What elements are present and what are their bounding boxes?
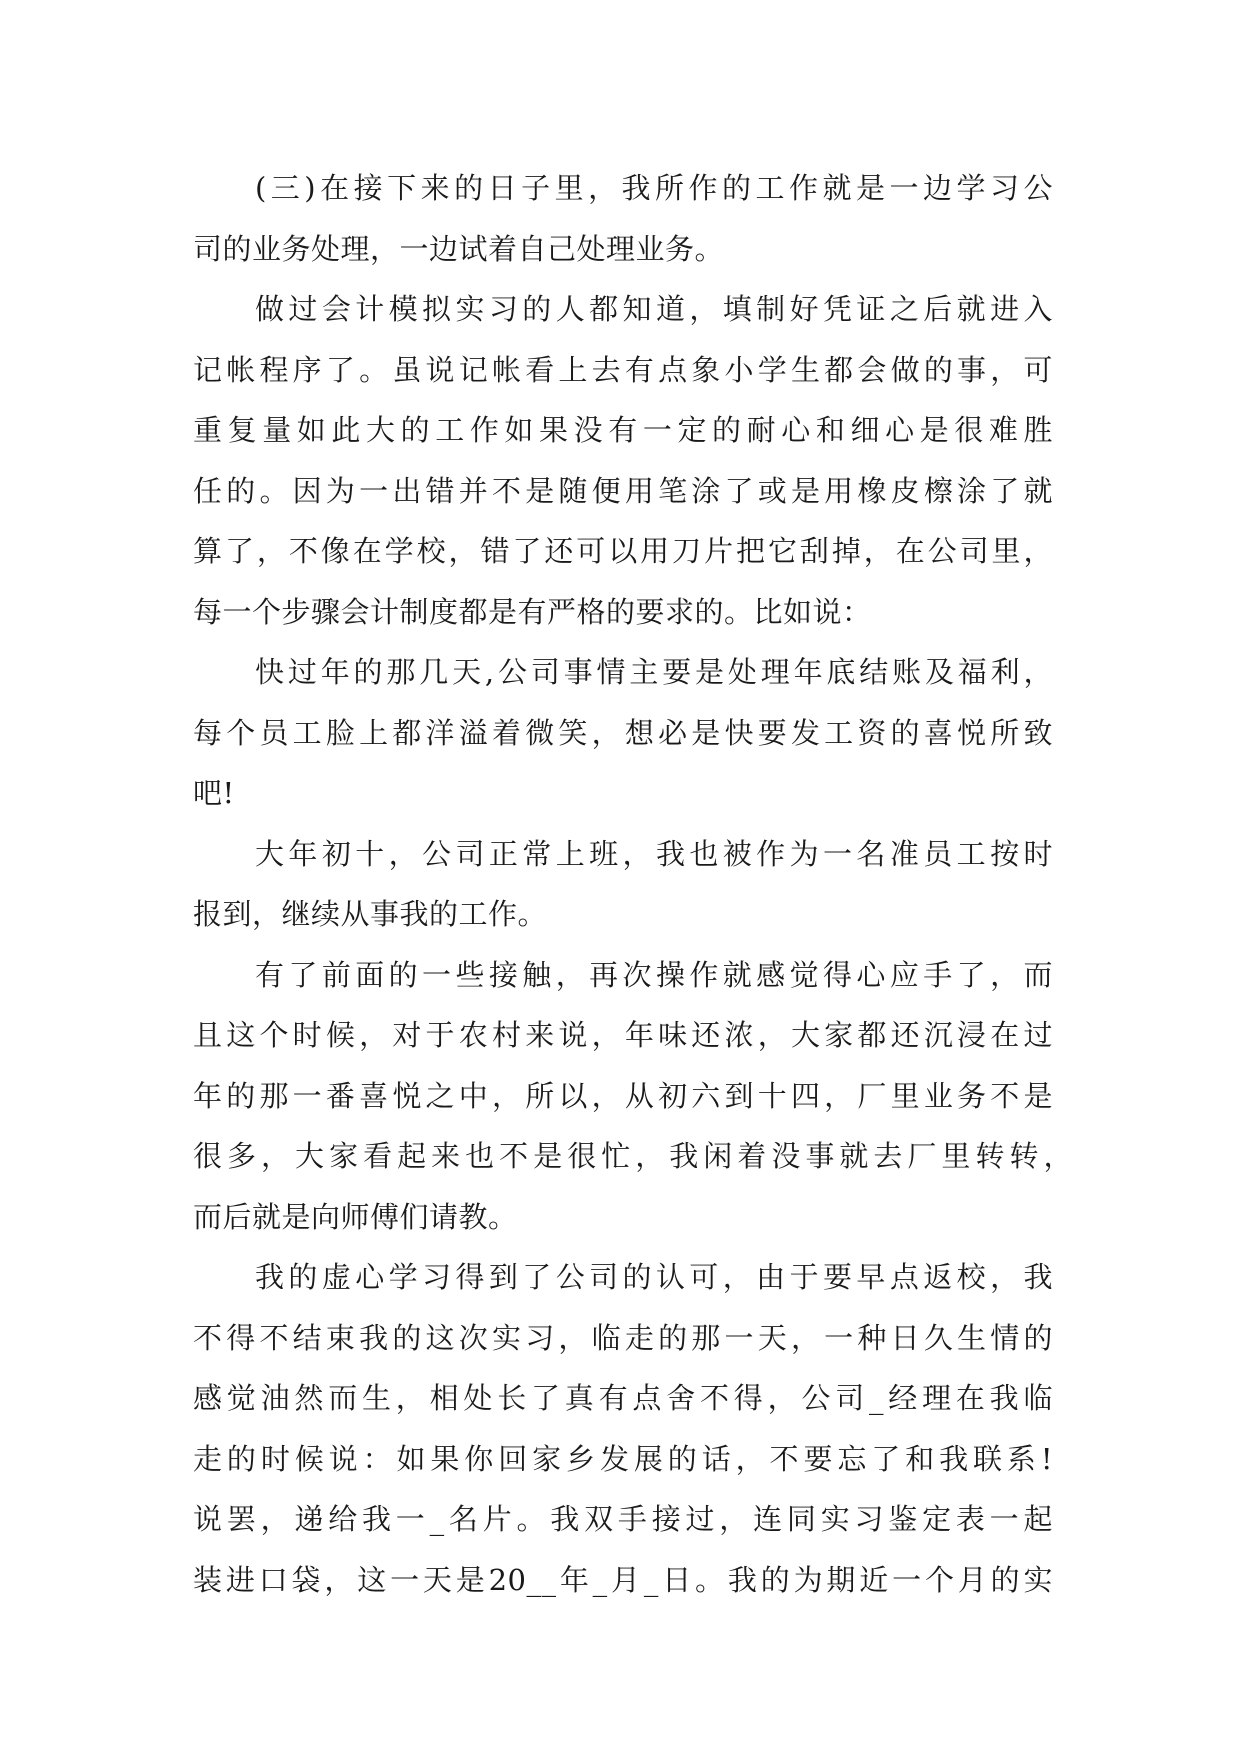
text-line: 感觉油然而生，相处长了真有点舍不得，公司_经理在我临 [193, 1381, 1053, 1415]
text-line: 年的那一番喜悦之中，所以，从初六到十四，厂里业务不是 [193, 1078, 1053, 1113]
text-line: 快过年的那几天,公司事情主要是处理年底结账及福利， [255, 655, 1053, 689]
text-line: 吧! [193, 776, 235, 810]
text-line: 每个员工脸上都洋溢着微笑，想必是快要发工资的喜悦所致 [193, 715, 1053, 750]
text-line: 报到，继续从事我的工作。 [193, 897, 548, 931]
text-line: 走的时候说：如果你回家乡发展的话，不要忘了和我联系! [193, 1441, 1053, 1476]
text-line: 每一个步骤会计制度都是有严格的要求的。比如说： [193, 594, 872, 629]
text-line: 有了前面的一些接触，再次操作就感觉得心应手了，而 [255, 957, 1053, 992]
text-line: 说罢，递给我一_名片。我双手接过，连同实习鉴定表一起 [193, 1502, 1053, 1536]
text-line: 装进口袋，这一天是20__年_月_日。我的为期近一个月的实 [193, 1562, 1053, 1597]
text-line: 不得不结束我的这次实习，临走的那一天，一种日久生情的 [193, 1320, 1053, 1355]
text-line: 算了，不像在学校，错了还可以用刀片把它刮掉，在公司里， [193, 534, 1053, 568]
text-line: 记帐程序了。虽说记帐看上去有点象小学生都会做的事，可 [193, 352, 1053, 387]
body-text [193, 158, 1073, 1610]
text-line: 大年初十，公司正常上班，我也被作为一名准员工按时 [255, 836, 1053, 871]
text-line: (三)在接下来的日子里，我所作的工作就是一边学习公 [255, 171, 1053, 205]
text-line: 任的。因为一出错并不是随便用笔涂了或是用橡皮檫涂了就 [193, 473, 1053, 508]
text-line: 且这个时候，对于农村来说，年味还浓，大家都还沉浸在过 [193, 1018, 1053, 1052]
text-line: 做过会计模拟实习的人都知道，填制好凭证之后就进入 [255, 292, 1053, 326]
text-line: 很多，大家看起来也不是很忙，我闲着没事就去厂里转转， [193, 1139, 1073, 1173]
text-line: 我的虚心学习得到了公司的认可，由于要早点返校，我 [255, 1260, 1053, 1294]
text-line: 重复量如此大的工作如果没有一定的耐心和细心是很难胜 [193, 413, 1053, 447]
text-line: 而后就是向师傅们请教。 [193, 1199, 518, 1234]
text-line: 司的业务处理，一边试着自己处理业务。 [193, 231, 725, 266]
